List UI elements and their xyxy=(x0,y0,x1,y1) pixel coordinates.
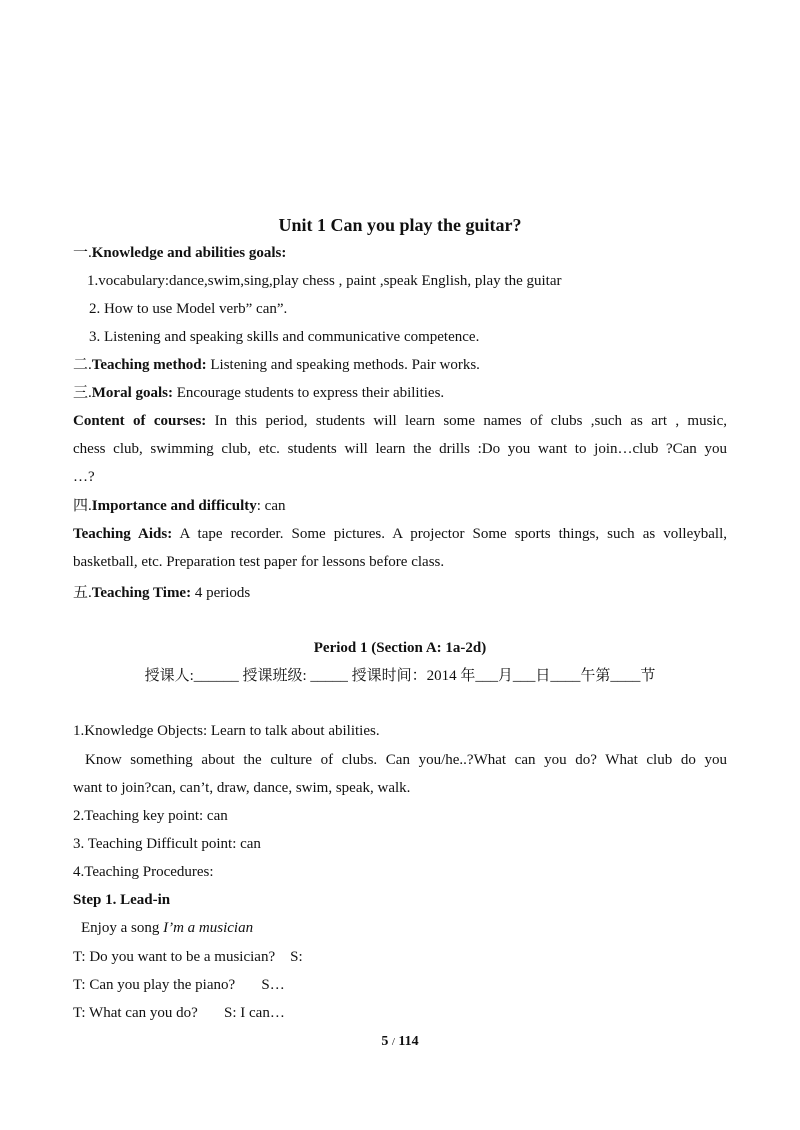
content-line-2: chess club, swimming club, etc. students will learn the drills :Do you want to join…club ?Can you xyxy=(73,441,727,457)
aids-line-1 xyxy=(73,524,727,544)
goals-heading-label: Knowledge and abilities goals: xyxy=(91,245,287,261)
know-line-2: want to join?can, can’t, draw, dance, swim, speak, walk. xyxy=(73,780,411,796)
time-prefix: 五. xyxy=(73,585,92,601)
importance-label: Importance and difficulty xyxy=(91,498,257,514)
period-info: 授课人:______ 授课班级: _____ 授课时间：2014 年___月___日____午第____节 xyxy=(144,668,656,684)
importance-text: : can xyxy=(256,498,286,514)
key-point: 2.Teaching key point: can xyxy=(73,808,228,824)
period-title: Period 1 (Section A: 1a-2d) xyxy=(313,640,487,656)
know-line-1: Know something about the culture of clubs. Can you/he..?What can you do? What club do you xyxy=(85,752,727,768)
unit-title: Unit 1 Can you play the guitar? xyxy=(278,215,522,235)
dialog-line-1: T: Do you want to be a musician? S: xyxy=(73,949,303,965)
enjoy-song-line xyxy=(81,918,727,938)
page-number xyxy=(0,1032,800,1052)
moral-label: Moral goals: xyxy=(91,385,173,401)
aids-text-1: A tape recorder. Some pictures. A projector Some sports things, such as volleyball, xyxy=(172,526,727,542)
moral-goals xyxy=(73,383,727,403)
content-label: Content of courses: xyxy=(73,413,207,429)
difficult-point: 3. Teaching Difficult point: can xyxy=(73,836,261,852)
dialog-line-3: T: What can you do? S: I can… xyxy=(73,1005,285,1021)
content-line-1 xyxy=(73,411,727,431)
enjoy-prefix: Enjoy a song xyxy=(81,920,164,936)
goal-item-2: 2. How to use Model verb” can”. xyxy=(89,301,288,317)
moral-text: Encourage students to express their abilities. xyxy=(173,385,445,401)
moral-prefix: 三. xyxy=(73,385,92,401)
goals-heading xyxy=(73,243,727,263)
content-text-1: In this period, students will learn some names of clubs ,such as art , music, xyxy=(206,413,727,429)
aids-line-2: basketball, etc. Preparation test paper for lessons before class. xyxy=(73,554,445,570)
page-total: 114 xyxy=(398,1034,419,1049)
time-text: 4 periods xyxy=(191,585,251,601)
method-label: Teaching method: xyxy=(91,357,207,373)
importance-prefix: 四. xyxy=(73,498,92,514)
teaching-method xyxy=(73,355,727,375)
method-text: Listening and speaking methods. Pair works. xyxy=(206,357,480,373)
teaching-time xyxy=(73,583,727,603)
dialog-line-2: T: Can you play the piano? S… xyxy=(73,977,285,993)
goal-item-1: 1.vocabulary:dance,swim,sing,play chess , paint ,speak English, play the guitar xyxy=(87,273,562,289)
time-label: Teaching Time: xyxy=(91,585,192,601)
page-separator: / xyxy=(391,1036,395,1048)
step-1-heading: Step 1. Lead-in xyxy=(73,892,171,908)
content-line-3: …? xyxy=(73,469,95,485)
goals-prefix: 一. xyxy=(73,245,92,261)
page-current: 5 xyxy=(381,1034,389,1049)
method-prefix: 二. xyxy=(73,357,92,373)
importance-difficulty xyxy=(73,496,727,516)
song-title: I’m a musician xyxy=(163,920,254,936)
knowledge-objects: 1.Knowledge Objects: Learn to talk about abilities. xyxy=(73,723,380,739)
procedures: 4.Teaching Procedures: xyxy=(73,864,214,880)
goal-item-3: 3. Listening and speaking skills and communicative competence. xyxy=(89,329,480,345)
aids-label: Teaching Aids: xyxy=(73,526,173,542)
